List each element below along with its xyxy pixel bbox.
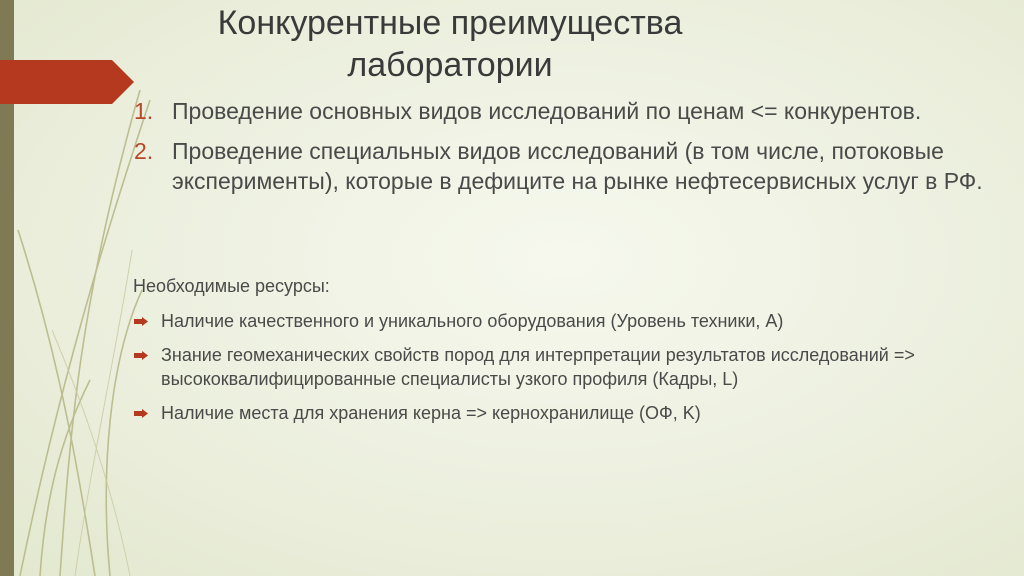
item-text: Проведение основных видов исследований по ценам <= конкурентов. [172,98,922,124]
item-text: Наличие места для хранения керна => кернохранилище (ОФ, K) [161,403,701,423]
resources-heading: Необходимые ресурсы: [133,276,330,296]
list-item [132,401,1012,425]
list-item [124,136,1004,196]
arrow-bullet-icon [134,317,148,326]
red-accent-tab [0,60,135,104]
item-text: Проведение специальных видов исследований (в том числе, потоковые эксперименты), которые в дефиците на рынке нефтесервисных услуг в РФ. [172,138,983,194]
item-number: 1. [134,98,154,124]
item-text: Знание геомеханических свойств пород для интерпретации результатов исследований => высококвалифицированные специалисты узкого профиля (Кадры, L) [161,345,915,389]
list-item [132,309,1012,333]
arrow-bullet-icon [134,351,148,360]
title-line-1: Конкурентные преимущества [217,4,683,42]
slide-title [200,2,700,86]
advantages-list [124,96,1004,206]
arrow-bullet-icon [134,409,148,418]
title-line-2: лаборатории [347,46,553,84]
list-item [132,343,1012,391]
item-number: 2. [134,138,154,164]
resources-list [132,309,1012,435]
item-text: Наличие качественного и уникального оборудования (Уровень техники, A) [161,311,784,331]
list-item [124,96,1004,126]
